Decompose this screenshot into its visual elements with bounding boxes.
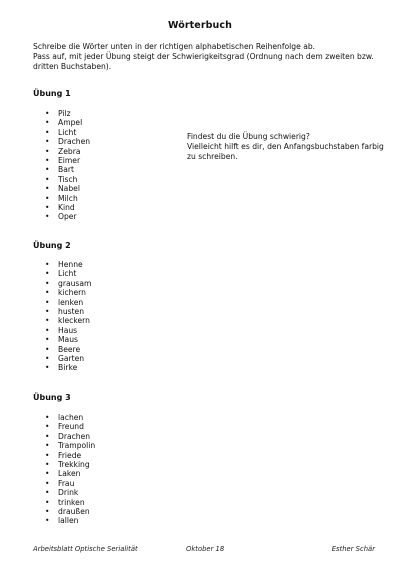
instructions-line-1: Schreibe die Wörter unten in der richtigen alphabetischen Reihenfolge ab. bbox=[33, 42, 316, 51]
list-item: • lachen bbox=[33, 413, 95, 422]
list-item: • Frau bbox=[33, 479, 95, 488]
page-title: Wörterbuch bbox=[168, 20, 232, 31]
list-item: • Oper bbox=[33, 212, 90, 221]
instructions-line-2: Pass auf, mit jeder Übung steigt der Schwierigkeitsgrad (Ordnung nach dem zweiten bzw. dritten Buchstaben). bbox=[33, 52, 374, 72]
list-item: • Bart bbox=[33, 165, 90, 174]
footer-worksheet-name: Arbeitsblatt Optische Serialität bbox=[33, 545, 138, 553]
list-item: • Garten bbox=[33, 354, 91, 363]
exercise-2-word-list bbox=[33, 260, 91, 373]
list-item: • draußen bbox=[33, 507, 95, 516]
list-item: • Eimer bbox=[33, 156, 90, 165]
list-item: • Pilz bbox=[33, 109, 90, 118]
exercise-3-title: Übung 3 bbox=[33, 393, 71, 402]
list-item: • Haus bbox=[33, 326, 91, 335]
list-item: • Friede bbox=[33, 451, 95, 460]
footer-author: Esther Schär bbox=[331, 545, 375, 553]
list-item: • Zebra bbox=[33, 147, 90, 156]
list-item: • Trampolin bbox=[33, 441, 95, 450]
list-item: • lenken bbox=[33, 298, 91, 307]
list-item: • Drachen bbox=[33, 432, 95, 441]
list-item: • Licht bbox=[33, 128, 90, 137]
list-item: • Drink bbox=[33, 488, 95, 497]
exercise-3-word-list bbox=[33, 413, 95, 526]
exercise-1-title: Übung 1 bbox=[33, 89, 71, 98]
instructions bbox=[33, 42, 378, 73]
hint-line-2: Vielleicht hilft es dir, den Anfangsbuchstaben farbig zu schreiben. bbox=[187, 142, 384, 161]
list-item: • Henne bbox=[33, 260, 91, 269]
list-item: • Licht bbox=[33, 269, 91, 278]
list-item: • kleckern bbox=[33, 316, 91, 325]
list-item: • Drachen bbox=[33, 137, 90, 146]
list-item: • Birke bbox=[33, 363, 91, 372]
list-item: • Milch bbox=[33, 194, 90, 203]
list-item: • Trekking bbox=[33, 460, 95, 469]
footer-date: Oktober 18 bbox=[186, 545, 225, 553]
list-item: • Beere bbox=[33, 345, 91, 354]
list-item: • grausam bbox=[33, 279, 91, 288]
list-item: • Ampel bbox=[33, 118, 90, 127]
list-item: • Kind bbox=[33, 203, 90, 212]
exercise-2-title: Übung 2 bbox=[33, 241, 71, 250]
list-item: • Maus bbox=[33, 335, 91, 344]
list-item: • Nabel bbox=[33, 184, 90, 193]
list-item: • husten bbox=[33, 307, 91, 316]
list-item: • Laken bbox=[33, 469, 95, 478]
list-item: • Tisch bbox=[33, 175, 90, 184]
hint-box bbox=[187, 132, 387, 162]
list-item: • kichern bbox=[33, 288, 91, 297]
list-item: • trinken bbox=[33, 498, 95, 507]
exercise-1-word-list bbox=[33, 109, 90, 222]
list-item: • Freund bbox=[33, 422, 95, 431]
list-item: • lallen bbox=[33, 516, 95, 525]
hint-line-1: Findest du die Übung schwierig? bbox=[187, 132, 310, 141]
